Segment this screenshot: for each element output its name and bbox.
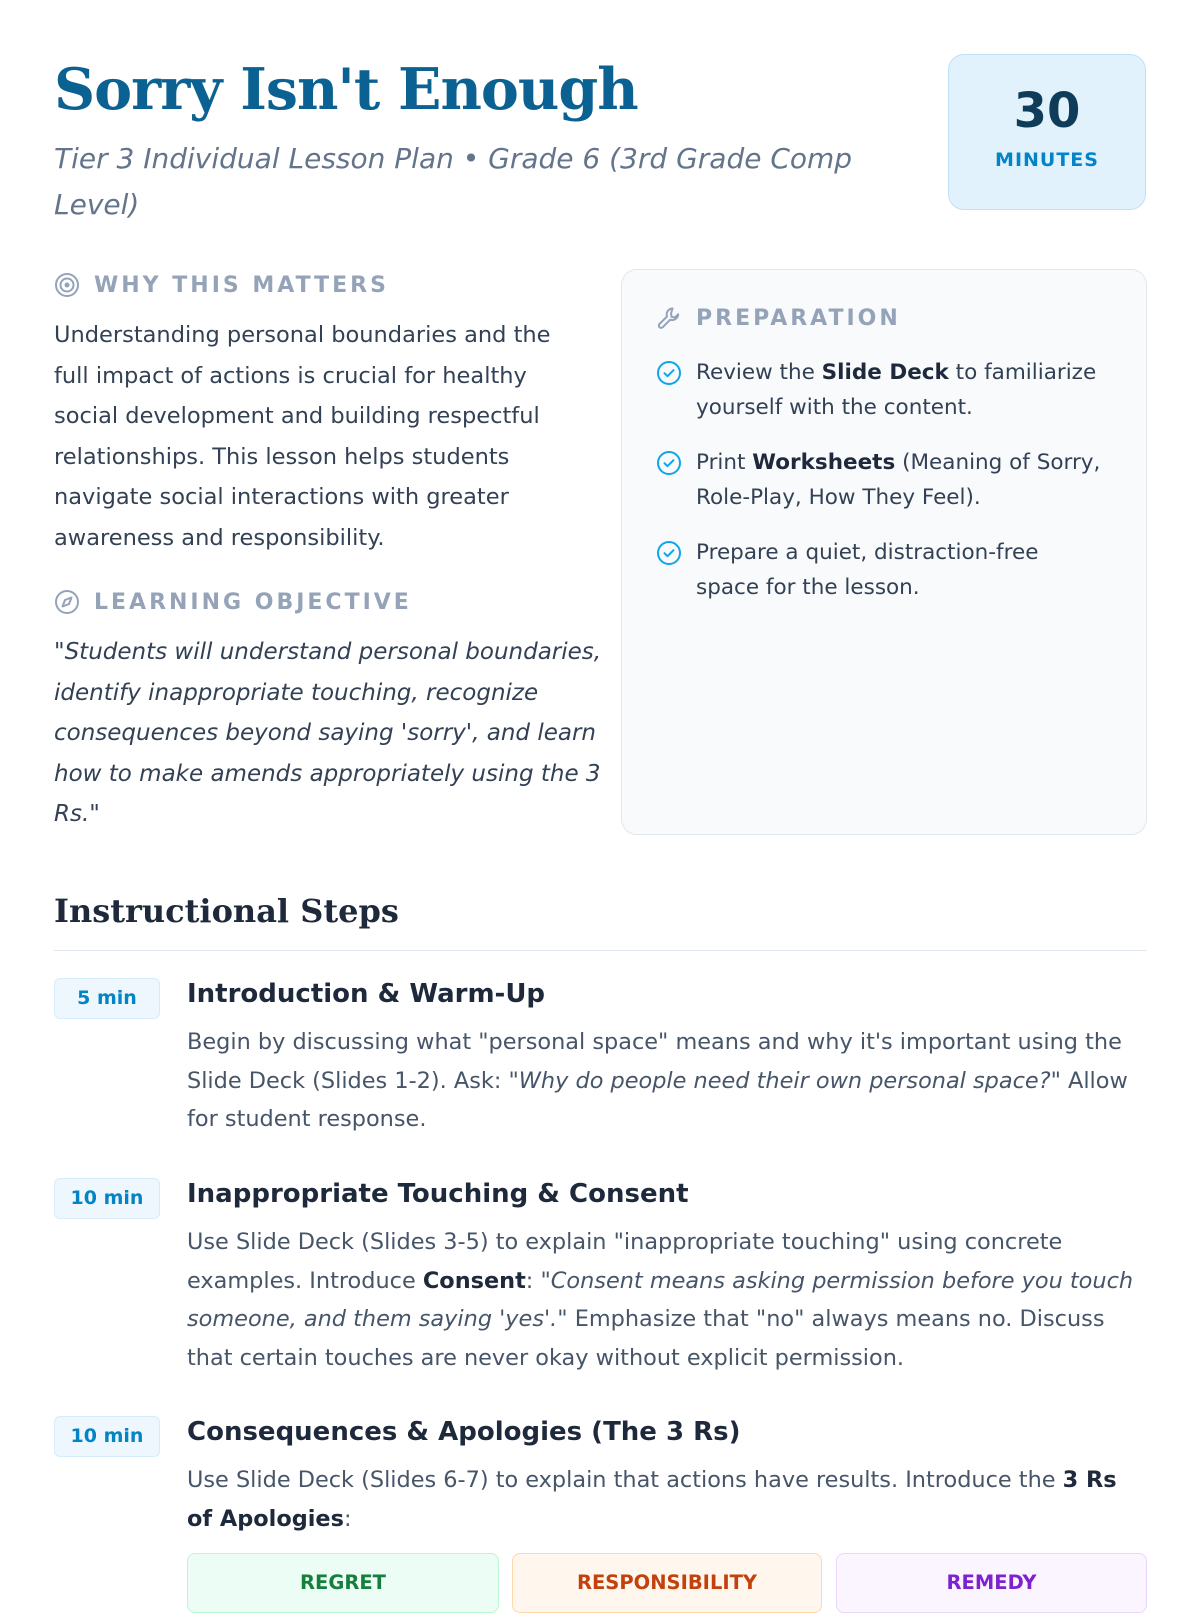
- step-title: Introduction & Warm-Up: [187, 979, 546, 1009]
- responsibility-card: RESPONSIBILITY: [512, 1553, 822, 1613]
- step-description: Begin by discussing what "personal space" means and why it's important using the Slide Deck (Slides 1-2). Ask: "Why do people need their own personal space?" Allow for student response.: [187, 1029, 1128, 1132]
- regret-card: REGRET: [187, 1553, 499, 1613]
- compass-icon: [54, 589, 80, 615]
- preparation-item: [656, 355, 1106, 425]
- why-this-matters-label: WHY THIS MATTERS: [94, 272, 389, 298]
- step-title: Inappropriate Touching & Consent: [187, 1179, 689, 1209]
- remedy-card: REMEDY: [836, 1553, 1147, 1613]
- divider: [54, 950, 1147, 951]
- preparation-item: [656, 535, 1106, 605]
- learning-objective-label: LEARNING OBJECTIVE: [94, 589, 412, 615]
- why-this-matters-heading: [54, 272, 389, 298]
- preparation-item-text: Review the Slide Deck to familiarize yourself with the content.: [696, 360, 1097, 420]
- page-subtitle: Tier 3 Individual Lesson Plan • Grade 6 (3rd Grade Comp Level): [54, 142, 853, 221]
- preparation-item: [656, 445, 1106, 515]
- why-this-matters-text: Understanding personal boundaries and the full impact of actions is crucial for healthy social development and building respectful relationships. This lesson helps students navigate social interactions with greater awareness and responsibility.: [54, 322, 551, 551]
- step-time-badge: 5 min: [54, 978, 160, 1019]
- learning-objective-heading: [54, 589, 412, 615]
- target-icon: [54, 272, 80, 298]
- preparation-label: PREPARATION: [696, 305, 901, 331]
- preparation-item-text: Print Worksheets (Meaning of Sorry, Role-Play, How They Feel).: [696, 450, 1101, 510]
- step-description: Use Slide Deck (Slides 6-7) to explain that actions have results. Introduce the 3 Rs of Apologies:: [187, 1467, 1117, 1532]
- step-title: Consequences & Apologies (The 3 Rs): [187, 1417, 741, 1447]
- check-circle-icon: [656, 540, 682, 566]
- preparation-heading: [656, 305, 901, 331]
- preparation-item-text: Prepare a quiet, distraction-free space for the lesson.: [696, 540, 1039, 600]
- learning-objective-text: "Students will understand personal boundaries, identify inappropriate touching, recognize consequences beyond saying 'sorry', and learn how to make amends appropriately using the 3 Rs.": [54, 639, 602, 828]
- instructional-steps-heading: Instructional Steps: [54, 892, 399, 930]
- page-title: Sorry Isn't Enough: [54, 56, 638, 123]
- check-circle-icon: [656, 360, 682, 386]
- duration-badge: [948, 54, 1146, 210]
- step-time-badge: 10 min: [54, 1416, 160, 1457]
- step-description: Use Slide Deck (Slides 3-5) to explain "inappropriate touching" using concrete examples. Introduce Consent: "Consent means asking permission before you touch someone, and them saying 'yes'." Emphasize that "no" always means no. Discuss that certain touches are never okay without explicit permission.: [187, 1229, 1134, 1371]
- duration-unit: MINUTES: [995, 149, 1099, 171]
- wrench-icon: [656, 305, 682, 331]
- check-circle-icon: [656, 450, 682, 476]
- step-time-badge: 10 min: [54, 1178, 160, 1219]
- preparation-card: [621, 269, 1147, 835]
- duration-value: 30: [1013, 83, 1081, 139]
